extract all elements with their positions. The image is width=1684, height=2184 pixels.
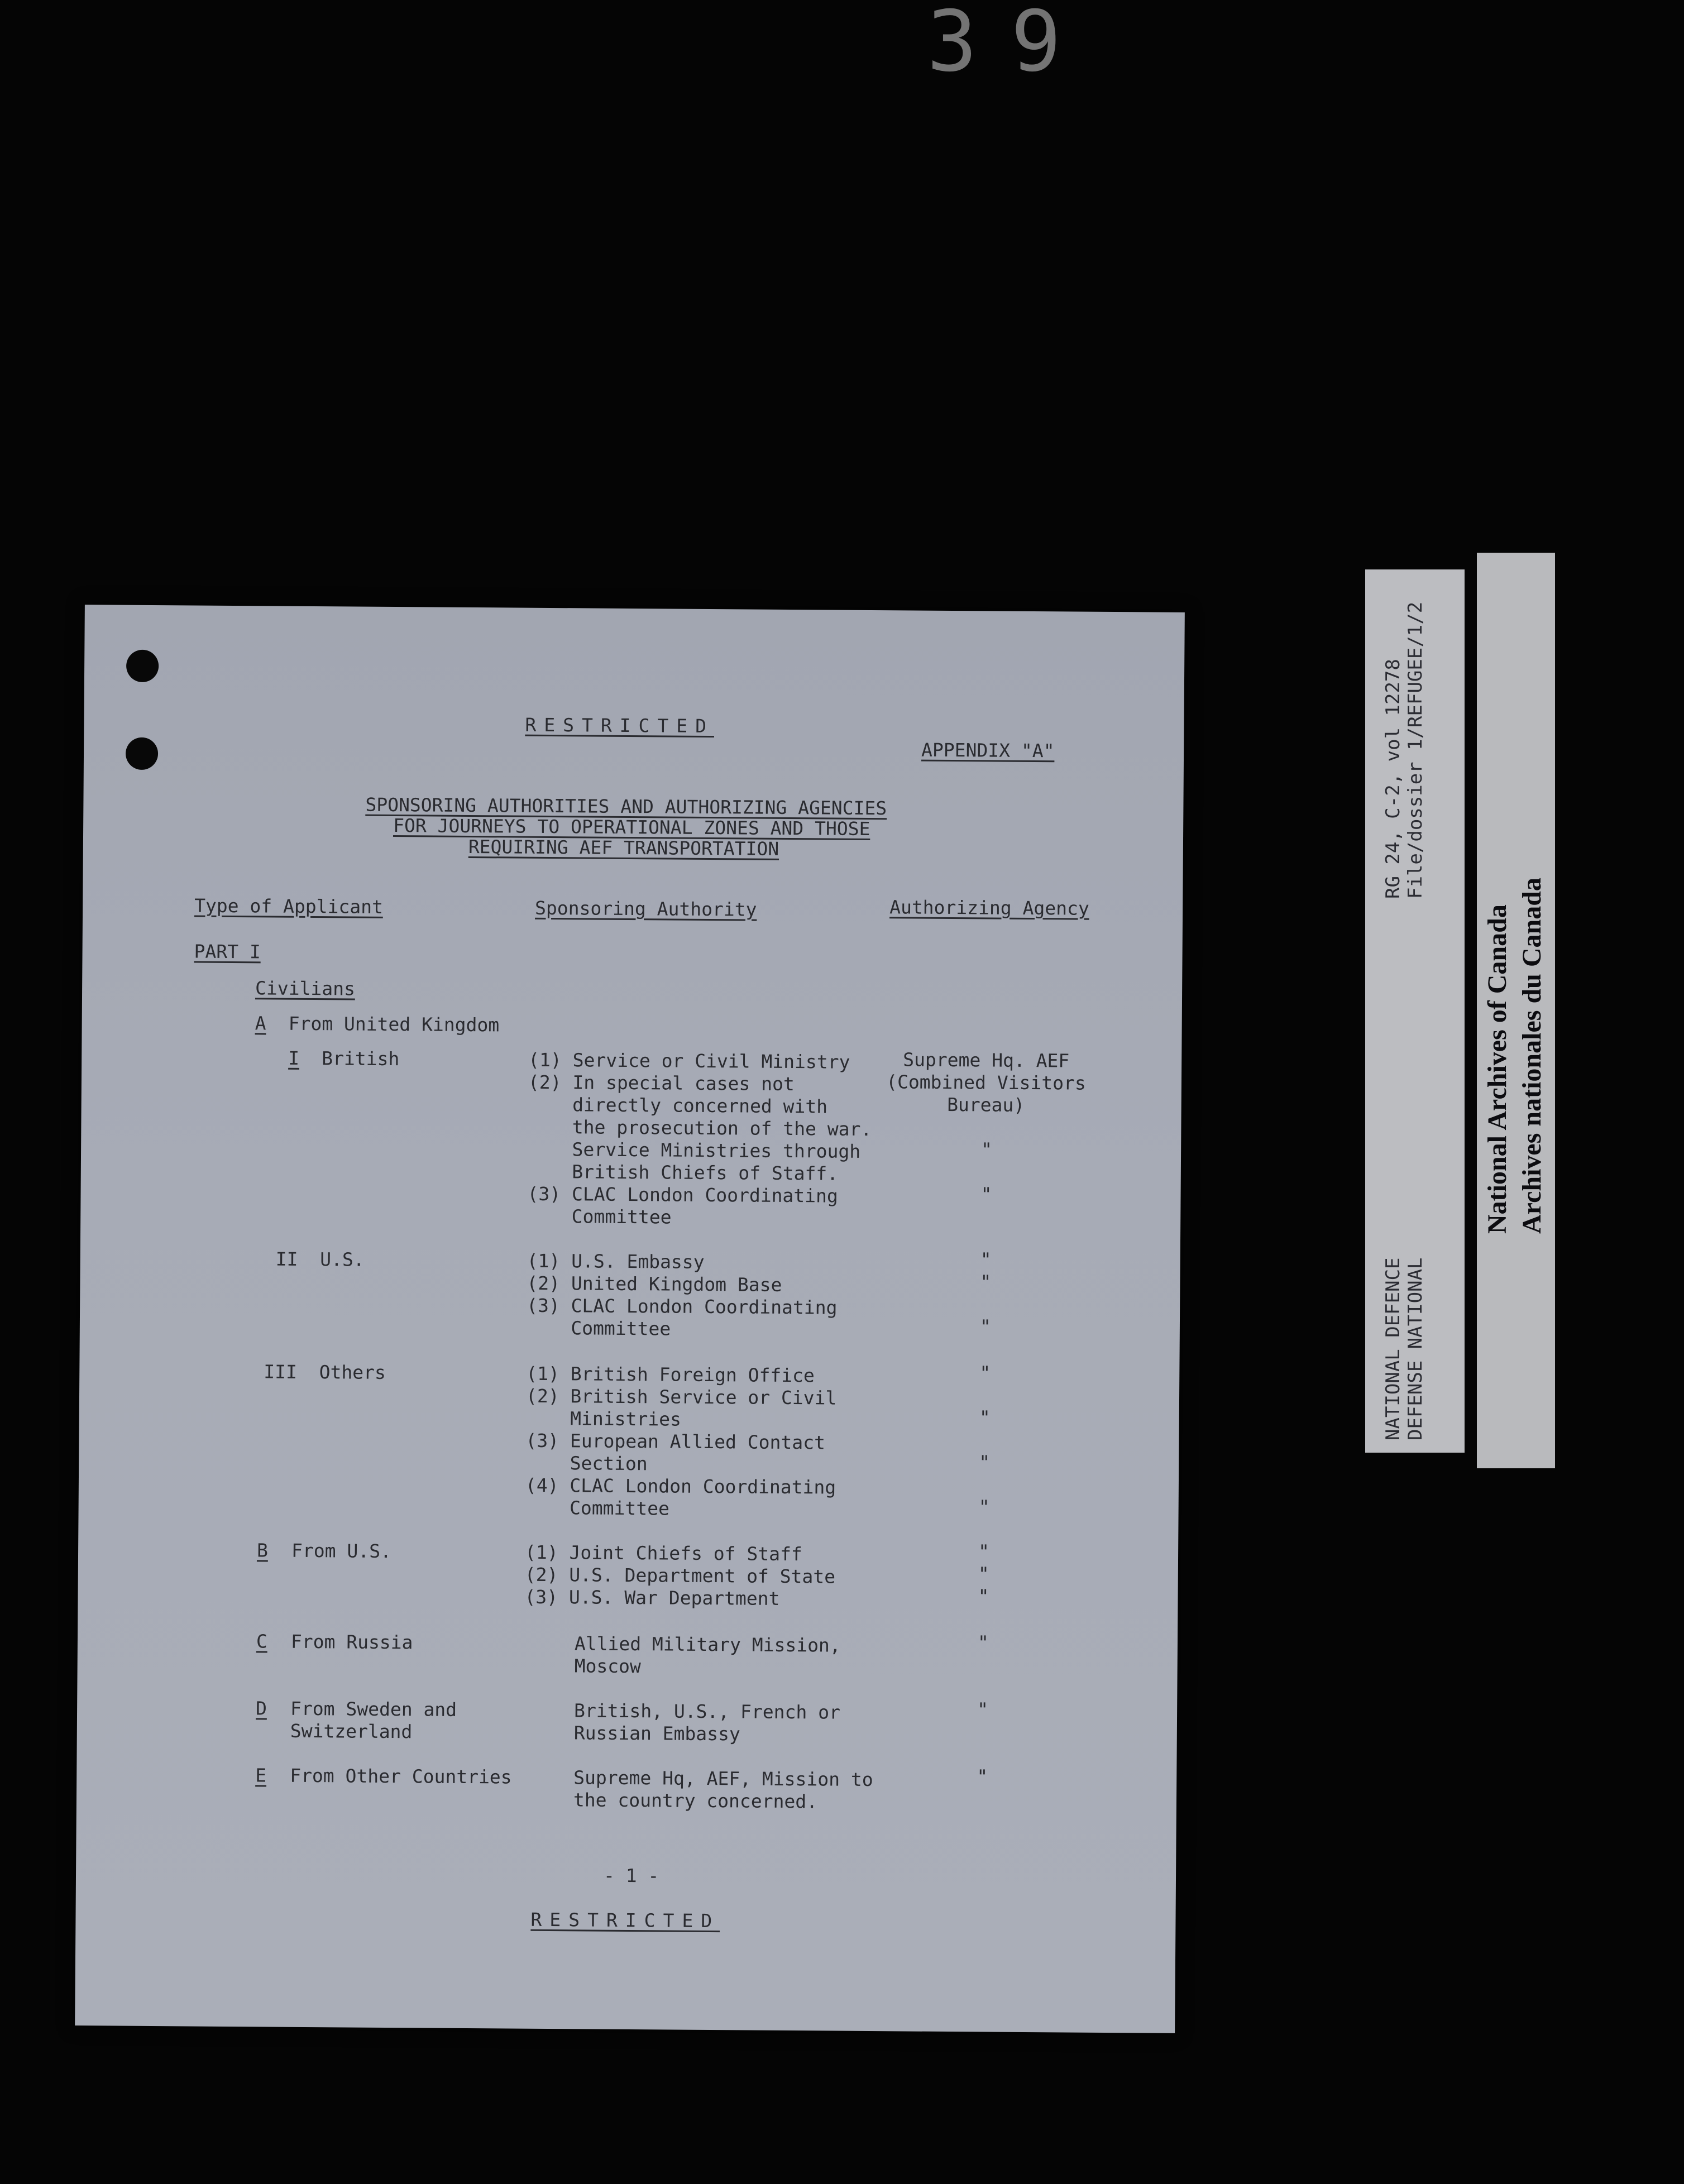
group-label: From Sweden and bbox=[290, 1697, 457, 1721]
sponsor-line: (4) CLAC London Coordinating bbox=[525, 1474, 836, 1498]
ditto-mark: " bbox=[978, 1563, 989, 1585]
archive-reference-line: File/dossier 1/REFUGEE/1/2 bbox=[1404, 601, 1427, 899]
sponsor-line: (2) In special cases not bbox=[528, 1071, 795, 1095]
sponsor-line: Committee bbox=[526, 1316, 671, 1340]
group-letter: D bbox=[255, 1697, 267, 1720]
sponsor-list bbox=[527, 1250, 838, 1342]
sponsor-list bbox=[527, 1049, 872, 1230]
restricted-header: RESTRICTED bbox=[525, 713, 715, 737]
subgroup-number: I bbox=[288, 1047, 300, 1069]
archive-name-strip bbox=[1477, 553, 1555, 1468]
sponsor-line: (1) U.S. Embassy bbox=[527, 1249, 705, 1273]
sponsor-line: Committee bbox=[527, 1205, 672, 1228]
sponsor-line: directly concerned with bbox=[528, 1093, 828, 1118]
archives-name-fr: Archives nationales du Canada bbox=[1517, 878, 1547, 1234]
sponsor-line: (1) Joint Chiefs of Staff bbox=[524, 1541, 802, 1565]
sponsor-line: (2) United Kingdom Base bbox=[527, 1272, 782, 1296]
group-label: Switzerland bbox=[290, 1720, 413, 1743]
document-page bbox=[75, 605, 1185, 2033]
sponsor-line: (3) CLAC London Coordinating bbox=[527, 1294, 838, 1319]
archive-label-strip bbox=[1365, 569, 1465, 1453]
sponsor-line: (3) U.S. War Department bbox=[524, 1586, 780, 1610]
group-letter: A bbox=[255, 1012, 266, 1034]
ditto-mark: " bbox=[979, 1315, 991, 1338]
subgroup-label: III Others bbox=[264, 1361, 386, 1383]
sponsor-line: Committee bbox=[525, 1496, 670, 1520]
sponsor-line: Ministries bbox=[525, 1407, 682, 1430]
sponsor-line: Allied Military Mission, bbox=[574, 1632, 841, 1656]
column-header-type: Type of Applicant bbox=[194, 894, 384, 918]
sponsor-line: (1) British Foreign Office bbox=[526, 1362, 815, 1387]
sponsor-line: British, U.S., French or bbox=[573, 1699, 841, 1723]
ditto-mark: " bbox=[978, 1540, 990, 1563]
group-label: From United Kingdom bbox=[288, 1012, 500, 1036]
section-heading: Civilians bbox=[255, 977, 356, 1000]
restricted-footer: RESTRICTED bbox=[530, 1908, 720, 1932]
sponsor-line: Supreme Hq, AEF, Mission to bbox=[573, 1766, 873, 1791]
frame-number: 39 bbox=[927, 0, 1095, 90]
subgroup-label: British bbox=[322, 1047, 400, 1070]
ditto-mark: " bbox=[980, 1248, 992, 1271]
group-label: From Russia bbox=[290, 1630, 413, 1654]
part-heading: PART I bbox=[194, 940, 261, 963]
sponsor-list bbox=[573, 1766, 873, 1813]
ditto-mark: " bbox=[980, 1138, 993, 1161]
ditto-mark: " bbox=[977, 1765, 988, 1788]
punch-hole bbox=[126, 737, 158, 770]
ditto-mark: " bbox=[978, 1496, 990, 1518]
sponsor-list bbox=[524, 1541, 835, 1611]
sponsor-list bbox=[525, 1363, 836, 1521]
group-letter: C bbox=[256, 1630, 267, 1653]
ditto-mark: " bbox=[977, 1698, 989, 1721]
group-label: From Other Countries bbox=[290, 1764, 512, 1788]
group-label: From U.S. bbox=[291, 1539, 392, 1563]
sponsor-line: the country concerned. bbox=[573, 1789, 818, 1813]
sponsor-line: the prosecution of the war. bbox=[528, 1115, 872, 1141]
ditto-mark: " bbox=[977, 1631, 989, 1654]
sponsor-line: (3) European Allied Contact bbox=[525, 1429, 826, 1454]
ditto-mark: " bbox=[980, 1271, 992, 1293]
column-header-sponsor: Sponsoring Authority bbox=[534, 897, 757, 921]
column-header-agency: Authorizing Agency bbox=[889, 896, 1089, 919]
ditto-mark: " bbox=[979, 1406, 991, 1429]
sponsor-line: (2) U.S. Department of State bbox=[524, 1563, 836, 1588]
agency-block bbox=[886, 1048, 1087, 1117]
sponsor-line: Service Ministries through bbox=[527, 1138, 861, 1162]
ditto-mark: " bbox=[979, 1451, 991, 1473]
archives-name-en: National Archives of Canada bbox=[1482, 904, 1512, 1234]
sponsor-line: British Chiefs of Staff. bbox=[527, 1160, 839, 1185]
agency-line: Supreme Hq. AEF bbox=[903, 1048, 1070, 1072]
group-letter: B bbox=[256, 1539, 269, 1562]
sponsor-line: Section bbox=[525, 1452, 648, 1475]
sponsor-line: Moscow bbox=[574, 1655, 642, 1678]
ditto-mark: " bbox=[978, 1585, 989, 1607]
ditto-mark: " bbox=[979, 1362, 991, 1384]
sponsor-list bbox=[574, 1699, 840, 1746]
sponsor-line: (2) British Service or Civil bbox=[525, 1385, 837, 1409]
sponsor-list bbox=[575, 1632, 841, 1679]
sponsor-line: (3) CLAC London Coordinating bbox=[527, 1182, 838, 1207]
title-line-3: REQUIRING AEF TRANSPORTATION bbox=[468, 835, 779, 860]
agency-line: Bureau) bbox=[947, 1093, 1025, 1116]
sponsor-line: (1) Service or Civil Ministry bbox=[528, 1048, 850, 1073]
subgroup-label: II U.S. bbox=[275, 1248, 365, 1271]
department-line: NATIONAL DEFENCE bbox=[1382, 1257, 1404, 1440]
punch-hole bbox=[126, 650, 159, 682]
page-number: - 1 - bbox=[603, 1864, 659, 1887]
title-line-1: SPONSORING AUTHORITIES AND AUTHORIZING AGENCIES bbox=[365, 793, 887, 820]
archive-reference-line: RG 24, C-2, vol 12278 bbox=[1382, 659, 1404, 899]
sponsor-line: Russian Embassy bbox=[573, 1722, 740, 1745]
title-line-2: FOR JOURNEYS TO OPERATIONAL ZONES AND THOSE bbox=[393, 815, 870, 840]
department-line: DEFENSE NATIONAL bbox=[1404, 1257, 1427, 1440]
appendix-label: APPENDIX "A" bbox=[921, 739, 1055, 762]
group-letter: E bbox=[255, 1764, 267, 1787]
ditto-mark: " bbox=[980, 1183, 992, 1205]
agency-line: (Combined Visitors bbox=[886, 1071, 1086, 1094]
